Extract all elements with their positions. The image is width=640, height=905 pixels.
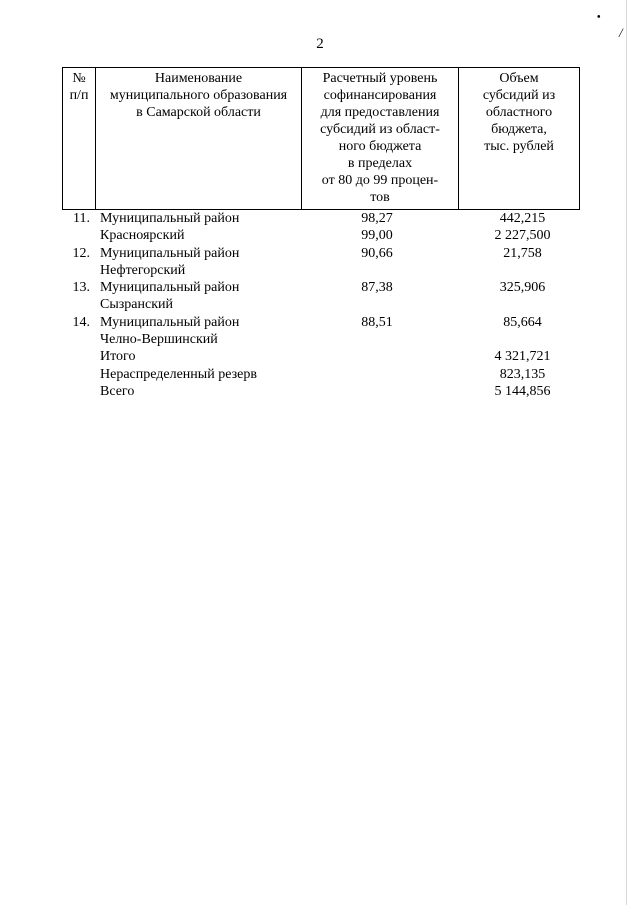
row-cofinancing-rate: 87,38 [361,280,393,296]
header-municipality [96,68,302,210]
row-number: 14. [72,314,90,330]
table-row [62,296,590,313]
row-cofinancing-rate [299,348,455,365]
row-subsidy-amount [455,331,590,348]
header-row [63,68,580,210]
table-row [62,245,590,262]
page-number: 2 [316,36,324,52]
row-cofinancing-rate [299,331,455,348]
row-municipality: Муниципальный район [100,314,240,330]
row-number [62,331,94,348]
row-municipality: Муниципальный район [100,280,240,296]
table-row [62,383,590,400]
table-row [62,279,590,296]
table-row [62,210,590,227]
row-cofinancing-rate [299,262,455,279]
table-row [62,227,590,244]
row-cofinancing-rate [299,296,455,313]
header-cofinancing-rate-text: Расчетный уровень софинансирования для предоставления субсидий из област- ного бюджета в пределах от 80 до 99 процен- тов [320,71,440,205]
subsidy-table-body [62,210,590,400]
row-municipality: Итого [100,349,136,365]
table-row [62,262,590,279]
row-municipality: Всего [100,383,135,399]
row-number [62,227,94,244]
row-number [62,383,94,400]
row-number [62,366,94,383]
header-cofinancing-rate [302,68,459,210]
row-subsidy-amount: 4 321,721 [494,349,551,365]
header-number-text: № п/п [69,71,89,103]
table-row [62,366,590,383]
row-subsidy-amount [455,262,590,279]
header-municipality-text: Наименование муниципального образования в Самарской области [109,71,288,120]
row-subsidy-amount: 85,664 [503,314,542,330]
header-number [63,68,96,210]
scan-mark-dot: • [597,12,601,23]
row-municipality: Нефтегорский [100,262,186,278]
row-municipality: Челно-Вершинский [100,332,218,348]
row-municipality: Красноярский [100,228,185,244]
scan-edge-line [626,0,627,905]
subsidy-table-header [62,67,580,210]
row-municipality: Муниципальный район [100,245,240,261]
row-cofinancing-rate [299,366,455,383]
row-subsidy-amount: 442,215 [499,211,546,226]
table-row [62,314,590,331]
row-number [62,296,94,313]
row-subsidy-amount: 823,135 [499,366,546,382]
row-number: 11. [73,211,90,226]
row-number [62,262,94,279]
header-subsidy-amount [459,68,580,210]
row-subsidy-amount: 325,906 [499,280,546,296]
row-cofinancing-rate: 88,51 [361,314,393,330]
row-number: 13. [72,280,90,296]
row-cofinancing-rate: 99,00 [361,228,393,244]
row-subsidy-amount [455,296,590,313]
table-row [62,331,590,348]
header-subsidy-amount-text: Объем субсидий из областного бюджета, тыс. рублей [482,71,556,154]
row-subsidy-amount: 2 227,500 [494,228,551,244]
row-cofinancing-rate [299,383,455,400]
scan-mark-stroke: / [619,25,623,40]
row-municipality: Сызранский [100,297,173,313]
row-municipality: Нераспределенный резерв [100,366,257,382]
row-number [62,348,94,365]
row-municipality: Муниципальный район [100,211,240,226]
row-subsidy-amount: 5 144,856 [494,383,551,399]
row-number: 12. [72,245,90,261]
row-cofinancing-rate: 90,66 [361,245,393,261]
row-subsidy-amount: 21,758 [503,245,542,261]
row-cofinancing-rate: 98,27 [361,211,393,226]
table-row [62,348,590,365]
